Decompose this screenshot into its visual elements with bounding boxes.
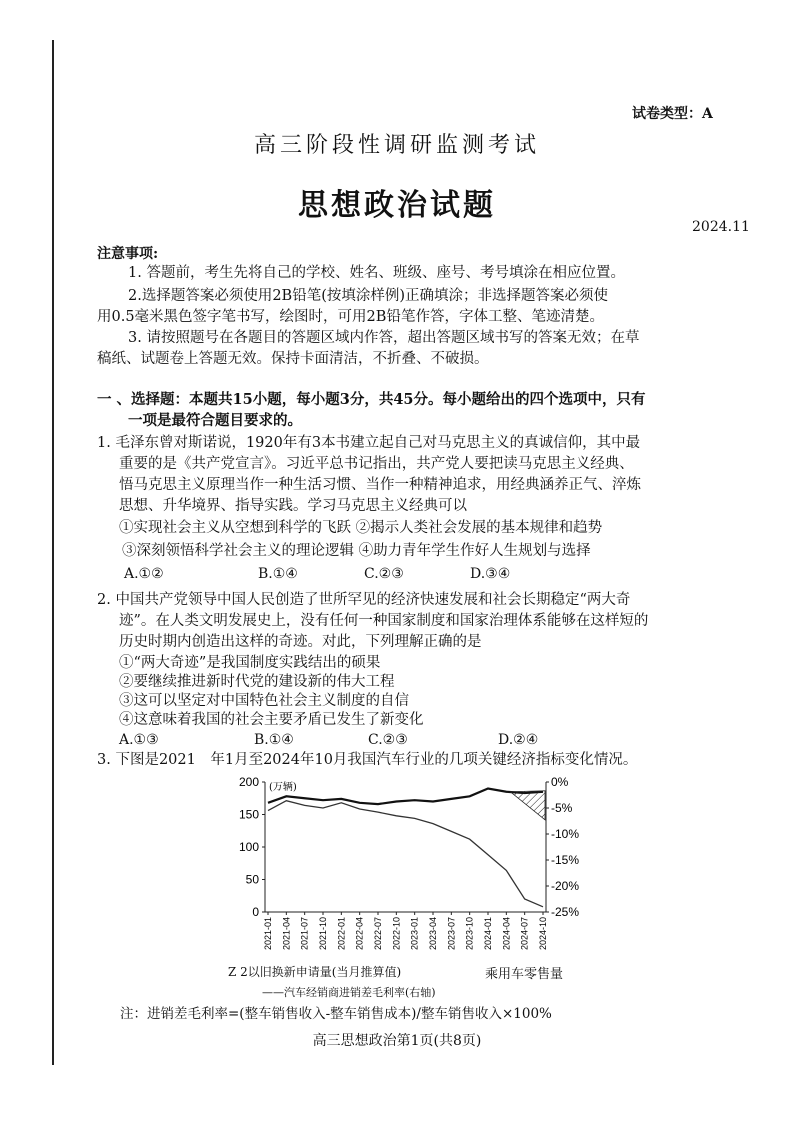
x-tick-label: 2024-10: [538, 917, 548, 951]
x-tick-label: 2023-07: [446, 917, 457, 951]
right-tick-label: -10%: [551, 827, 580, 841]
q3-stem: 3. 下图是2021 年1月至2024年10月我国汽车行业的几项关键经济指标变化情况。: [97, 752, 638, 768]
legend-trade-in: Z 2以旧换新申请量(当月推算值): [228, 965, 402, 979]
x-tick-label: 2022-07: [373, 917, 383, 951]
q1-stem: 思想、升华境界、指导实践。学习马克思主义经典可以: [119, 498, 467, 514]
left-tick-label: 50: [245, 872, 259, 887]
subject-title: 思想政治试题: [298, 188, 496, 223]
left-tick-label: 0: [252, 905, 259, 919]
q2-stem: 迹”。在人类文明发展史上，没有任何一种国家制度和国家治理体系能够在这样短的: [119, 613, 649, 629]
section-heading: 一 、选择题：本题共15小题，每小题3分，共45分。每小题给出的四个选项中，只有: [97, 391, 646, 408]
q1-stem: 1. 毛泽东曾对斯诺说，1920年有3本书建立起自己对马克思主义的真诚信仰，其中最: [97, 435, 641, 451]
q1-statement: ①实现社会主义从空想到科学的飞跃 ②揭示人类社会发展的基本规律和趋势: [119, 520, 603, 536]
x-tick-label: 2024-07: [519, 917, 530, 951]
q1-stem: 悟马克思主义原理当作一种生活习惯、当作一种精神追求，用经典涵养正气、淬炼: [119, 477, 641, 493]
page-footer: 高三思想政治第1页(共8页): [312, 1033, 482, 1049]
right-tick-label: -25%: [551, 905, 580, 919]
q2-stem: 2. 中国共产党领导中国人民创造了世所罕见的经济快速发展和社会长期稳定“两大奇: [97, 592, 631, 608]
q2-statement: ③这可以坚定对中国特色社会主义制度的自信: [119, 693, 409, 709]
q2-option-c[interactable]: C.②③: [368, 732, 408, 748]
retail-sales-line: [268, 789, 543, 805]
q2-statement: ④这意味着我国的社会主要矛盾已发生了新变化: [119, 712, 424, 728]
notice-heading: 注意事项:: [97, 246, 159, 262]
q2-statement: ①“两大奇迹”是我国制度实践结出的硕果: [119, 655, 381, 671]
chart-note: 注：进销差毛利率=(整车销售收入-整车销售成本)/整车销售收入×100%: [120, 1006, 552, 1022]
notice-item: 1. 答题前，考生先将自己的学校、姓名、班级、座号、考号填涂在相应位置。: [128, 265, 625, 281]
left-tick-label: 200: [238, 775, 259, 789]
x-tick-label: 2024-01: [483, 917, 493, 951]
right-tick-label: -20%: [551, 879, 580, 893]
x-tick-label: 2022-04: [354, 917, 365, 951]
notice-item: 2.选择题答案必须使用2B铅笔(按填涂样例)正确填涂；非选择题答案必须使: [128, 288, 609, 304]
paper-type: 试卷类型：A: [632, 106, 713, 122]
q2-option-d[interactable]: D.②④: [498, 732, 539, 748]
x-tick-label: 2021-10: [318, 917, 328, 951]
q1-stem: 重要的是《共产党宣言》。习近平总书记指出，共产党人要把读马克思主义经典、: [119, 456, 634, 472]
x-tick-label: 2022-01: [336, 917, 347, 951]
q1-option-d[interactable]: D.③④: [470, 566, 511, 582]
q2-option-b[interactable]: B.①④: [254, 732, 294, 748]
notice-item: 用0.5毫米黑色签字笔书写，绘图时，可用2B铅笔作答，字体工整、笔迹清楚。: [97, 309, 604, 325]
notice-item: 稿纸、试题卷上答题无效。保持卡面清洁，不折叠、不破损。: [97, 351, 489, 367]
right-tick-label: -15%: [551, 853, 580, 867]
section-heading-cont: 一项是最符合题目要求的。: [128, 412, 302, 429]
margin-line: [268, 801, 543, 907]
q1-option-c[interactable]: C.②③: [364, 566, 404, 582]
q1-option-a[interactable]: A.①②: [124, 566, 164, 582]
x-tick-label: 2022-10: [391, 917, 402, 951]
x-tick-label: 2021-07: [299, 917, 310, 951]
right-tick-label: 0%: [551, 775, 569, 789]
exam-title: 高三阶段性调研监测考试: [253, 133, 540, 158]
x-tick-label: 2024-04: [501, 917, 512, 951]
q1-option-b[interactable]: B.①④: [258, 566, 298, 582]
x-tick-label: 2021-04: [281, 917, 292, 951]
exam-date: 2024.11: [692, 219, 750, 235]
left-tick-label: 100: [238, 840, 259, 854]
q2-stem: 历史时期内创造出这样的奇迹。对此，下列理解正确的是: [119, 634, 482, 650]
left-axis-unit: (万辆): [269, 782, 297, 793]
x-tick-label: 2023-10: [464, 917, 475, 951]
legend-margin: ——汽车经销商进销差毛利率(右轴): [262, 986, 436, 999]
trade-in-shaded-area: [510, 791, 545, 820]
q2-option-a[interactable]: A.①③: [119, 732, 159, 748]
legend-retail-sales: 乘用车零售量: [485, 967, 564, 982]
x-tick-label: 2023-04: [428, 917, 438, 951]
x-tick-label: 2021-01: [263, 917, 273, 951]
right-tick-label: -5%: [551, 801, 573, 815]
auto-industry-chart: [228, 770, 598, 965]
q2-statement: ②要继续推进新时代党的建设新的伟大工程: [119, 674, 395, 690]
notice-item: 3. 请按照题号在各题目的答题区域内作答，超出答题区域书写的答案无效；在草: [128, 330, 640, 346]
left-tick-label: 150: [238, 807, 259, 822]
q1-statement: ③深刻领悟科学社会主义的理论逻辑 ④助力青年学生作好人生规划与选择: [122, 543, 591, 559]
x-tick-label: 2023-01: [409, 917, 420, 951]
